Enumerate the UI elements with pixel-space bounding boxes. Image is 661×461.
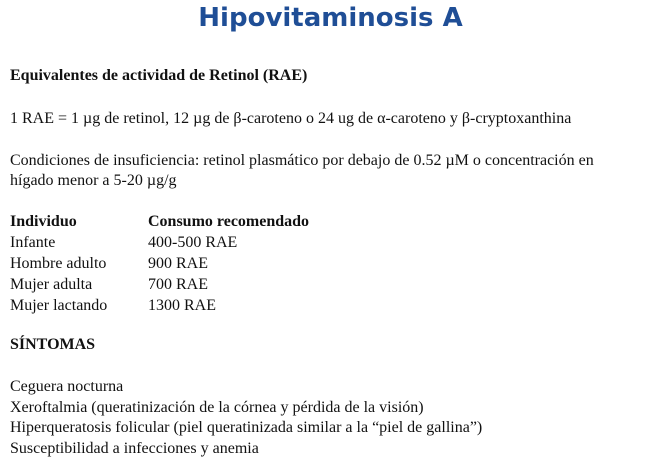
table-row: [10, 274, 309, 295]
page-title: Hipovitaminosis A: [198, 3, 463, 33]
intake-table-header: [10, 211, 309, 232]
row-intake: 700 RAE: [148, 276, 208, 293]
intake-table: [10, 211, 309, 316]
list-item: Ceguera nocturna: [10, 378, 124, 395]
row-intake: 400-500 RAE: [148, 234, 238, 251]
rae-definition: 1 RAE = 1 µg de retinol, 12 µg de β-caroteno o 24 ug de α-caroteno y β-cryptoxanthina: [10, 110, 572, 127]
insufficiency-line-2: hígado menor a 5-20 µg/g: [10, 172, 177, 189]
list-item: Susceptibilidad a infecciones y anemia: [10, 439, 259, 457]
row-intake: 1300 RAE: [148, 297, 216, 314]
insufficiency-paragraph: [10, 151, 594, 191]
list-item: Hiperqueratosis folicular (piel queratinizada similar a la “piel de gallina”): [10, 419, 483, 436]
rae-heading: Equivalentes de actividad de Retinol (RAE): [10, 67, 308, 84]
table-row: [10, 295, 309, 316]
row-intake: 900 RAE: [148, 255, 208, 272]
symptoms-list: [10, 377, 482, 459]
column-header-individual: Individuo: [10, 213, 77, 230]
row-individual: Hombre adulto: [10, 255, 107, 272]
row-individual: Mujer adulta: [10, 276, 93, 293]
row-individual: Mujer lactando: [10, 297, 108, 314]
table-row: [10, 253, 309, 274]
column-header-intake: Consumo recomendado: [148, 213, 310, 230]
symptoms-heading: SÍNTOMAS: [10, 336, 96, 353]
row-individual: Infante: [10, 234, 56, 251]
list-item: Xeroftalmia (queratinización de la córnea y pérdida de la visión): [10, 398, 424, 416]
table-row: [10, 232, 309, 253]
insufficiency-line-1: Condiciones de insuficiencia: retinol plasmático por debajo de 0.52 µM o concentración en: [10, 152, 594, 169]
